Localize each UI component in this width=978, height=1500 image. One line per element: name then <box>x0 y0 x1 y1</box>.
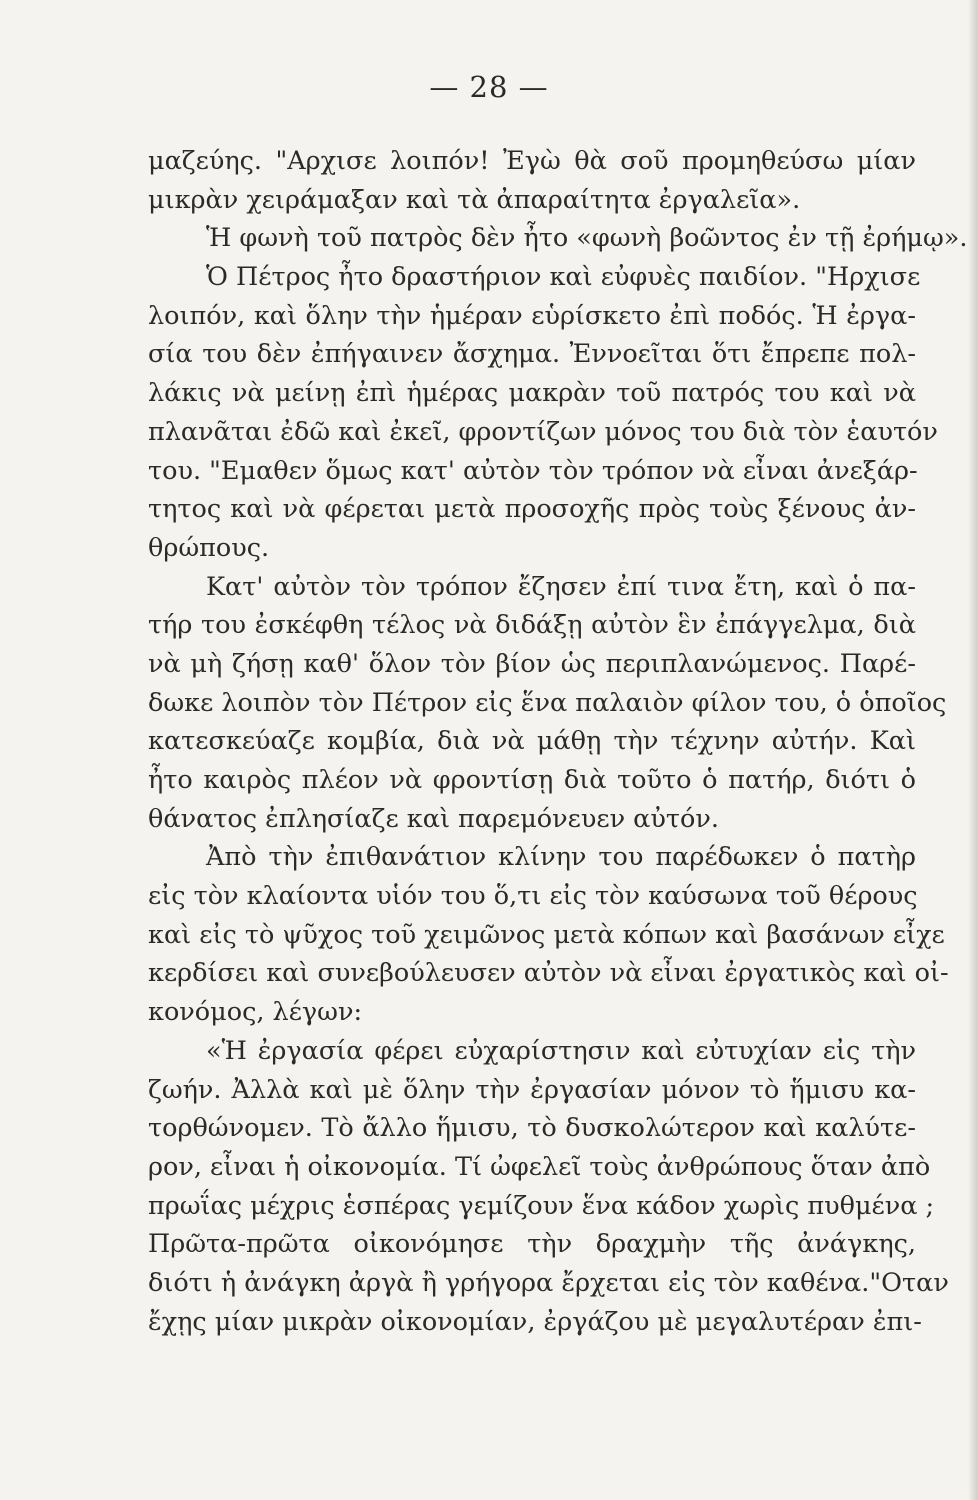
text-line: λοιπόν, καὶ ὅλην τὴν ἡμέραν εὑρίσκετο ἐπὶ ποδός. Ἡ ἐργα- <box>148 300 916 331</box>
text-line: Ἡ φωνὴ τοῦ πατρὸς δὲν ἦτο «φωνὴ βοῶντος ἐν τῇ ἐρήμῳ». <box>206 223 968 254</box>
text-line: Κατ' αὐτὸν τὸν τρόπον ἔζησεν ἐπί τινα ἔτη, καὶ ὁ πα- <box>206 571 916 602</box>
text-line: τορθώνομεν. Τὸ ἄλλο ἥμισυ, τὸ δυσκολώτερον καὶ καλύτε- <box>148 1113 916 1144</box>
text-line: τητος καὶ νὰ φέρεται μετὰ προσοχῆς πρὸς τοὺς ξένους ἀν- <box>148 494 916 525</box>
text-line: πρωΐας μέχρις ἑσπέρας γεμίζουν ἕνα κάδον χωρὶς πυθμένα ; <box>148 1190 935 1221</box>
text-line: Ὁ Πέτρος ἦτο δραστήριον καὶ εὐφυὲς παιδίον. "Ηρχισε <box>206 262 921 293</box>
text-line: κερδίσει καὶ συνεβούλευσεν αὐτὸν νὰ εἶναι ἐργατικὸς καὶ οἰ- <box>148 958 949 989</box>
text-line: κονόμος, λέγων: <box>148 997 363 1028</box>
text-line: δωκε λοιπὸν τὸν Πέτρον εἰς ἕνα παλαιὸν φίλον του, ὁ ὁποῖος <box>148 687 947 718</box>
text-line: θάνατος ἐπλησίαζε καὶ παρεμόνευεν αὐτόν. <box>148 803 719 834</box>
paragraph <box>148 219 968 258</box>
paragraph <box>148 838 949 1031</box>
text-line: θρώπους. <box>148 532 270 563</box>
text-line: σία του δὲν ἐπήγαινεν ἄσχημα. Ἐννοεῖται ὅτι ἔπρεπε πολ- <box>148 339 916 370</box>
text-line: διότι ἡ ἀνάγκη ἀργὰ ἢ γρήγορα ἔρχεται εἰς τὸν καθένα."Οταν <box>148 1267 949 1298</box>
text-line: καὶ εἰς τὸ ψῦχος τοῦ χειμῶνος μετὰ κόπων καὶ βασάνων εἶχε <box>148 919 945 950</box>
paragraph <box>148 142 916 219</box>
text-line: λάκις νὰ μείνῃ ἐπὶ ἡμέρας μακρὰν τοῦ πατρός του καὶ νὰ <box>148 378 916 409</box>
text-line: μαζεύης. "Αρχισε λοιπόν! Ἐγὼ θὰ σοῦ προμηθεύσω μίαν <box>148 146 916 176</box>
text-line: Ἀπὸ τὴν ἐπιθανάτιον κλίνην του παρέδωκεν ὁ πατὴρ <box>206 842 916 873</box>
text-line: ρον, εἶναι ἡ οἰκονομία. Τί ὠφελεῖ τοὺς ἀνθρώπους ὅταν ἀπὸ <box>148 1151 931 1182</box>
text-line: τήρ του ἐσκέφθη τέλος νὰ διδάξῃ αὐτὸν ἓν ἐπάγγελμα, διὰ <box>148 610 916 641</box>
paragraph <box>148 258 938 568</box>
text-body <box>148 142 968 1341</box>
paragraph <box>148 1032 949 1342</box>
page-number: — 28 — <box>429 70 549 104</box>
text-line: μικρὰν χειράμαξαν καὶ τὰ ἀπαραίτητα ἐργαλεῖα». <box>148 184 801 215</box>
text-line: ἦτο καιρὸς πλέον νὰ φροντίσῃ διὰ τοῦτο ὁ πατήρ, διότι ὁ <box>148 765 916 795</box>
text-line: «Ἡ ἐργασία φέρει εὐχαρίστησιν καὶ εὐτυχίαν εἰς τὴν <box>206 1035 916 1066</box>
text-line: ζωήν. Ἀλλὰ καὶ μὲ ὅλην τὴν ἐργασίαν μόνον τὸ ἥμισυ κα- <box>148 1074 916 1105</box>
text-line: Πρῶτα-πρῶτα οἰκονόμησε τὴν δραχμὴν τῆς ἀνάγκης, <box>148 1229 916 1260</box>
text-line: του. "Εμαθεν ὅμως κατ' αὐτὸν τὸν τρόπον νὰ εἶναι ἀνεξάρ- <box>148 455 918 486</box>
text-line: ἔχῃς μίαν μικρὰν οἰκονομίαν, ἐργάζου μὲ μεγαλυτέραν ἐπι- <box>148 1306 922 1337</box>
scan-edge <box>968 0 978 1500</box>
text-line: πλανᾶται ἐδῶ καὶ ἐκεῖ, φροντίζων μόνος του διὰ τὸν ἑαυτόν <box>148 416 938 447</box>
text-line: νὰ μὴ ζήσῃ καθ' ὅλον τὸν βίον ὡς περιπλανώμενος. Παρέ- <box>148 648 916 679</box>
paragraph <box>148 568 947 839</box>
text-line: κατεσκεύαζε κομβία, διὰ νὰ μάθῃ τὴν τέχνην αὐτήν. Καὶ <box>148 726 916 757</box>
text-line: εἰς τὸν κλαίοντα υἱόν του ὅ,τι εἰς τὸν καύσωνα τοῦ θέρους <box>148 881 918 912</box>
